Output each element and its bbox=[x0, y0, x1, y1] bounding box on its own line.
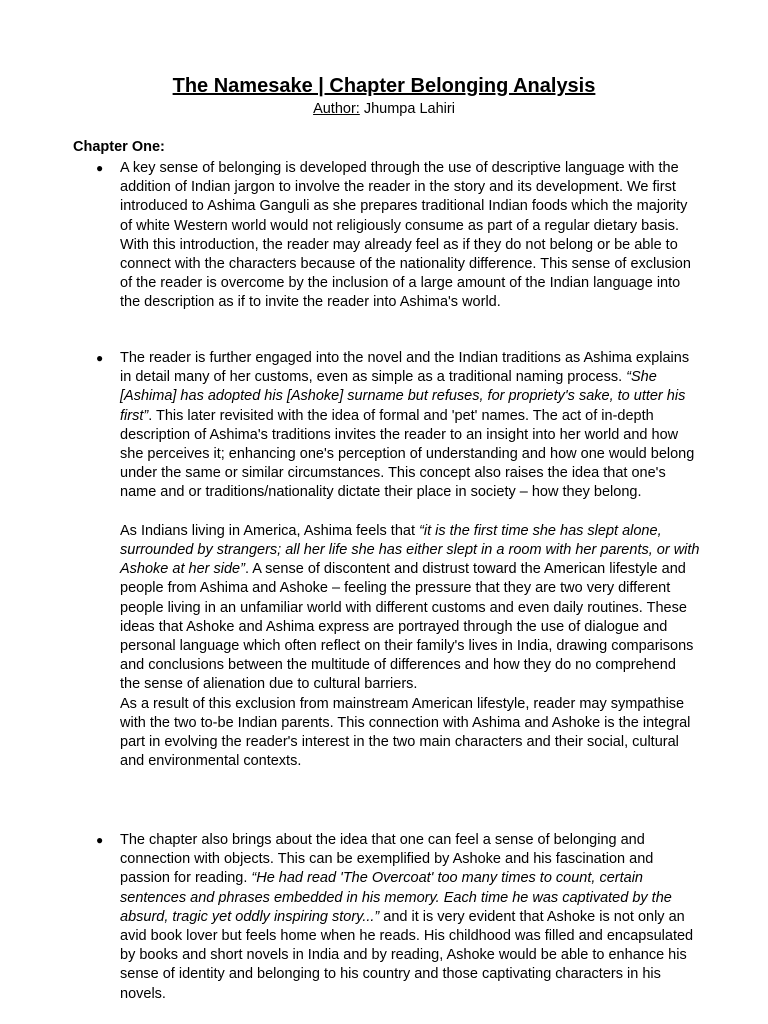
text-run: The reader is further engaged into the novel and the Indian traditions as Ashima explains in detail many of her customs, even as simple as a traditional naming process. bbox=[120, 350, 690, 386]
bullet-item-3 bbox=[96, 831, 700, 1004]
bullet-item-2 bbox=[96, 349, 700, 771]
author-name: Jhumpa Lahiri bbox=[359, 101, 455, 117]
bullet-2-paragraph-3: As a result of this exclusion from mainstream American lifestyle, reader may sympathise with the two to-be Indian parents. This connection with Ashima and Ashoke is the integral part in evolving the reader's interest in the two main characters and their social, cultural and environmental contexts. bbox=[120, 695, 691, 770]
quote-text: “She [Ashima] has adopted his [Ashoke] surname but refuses, for propriety's sake, to utter his first” bbox=[120, 369, 686, 424]
quote-text: “He had read 'The Overcoat' too many times to count, certain sentences and phrases embedded in his memory. Each time he was captivated by the absurd, tragic yet oddly inspiring story...” bbox=[120, 870, 672, 925]
chapter-heading: Chapter One: bbox=[73, 139, 165, 155]
text-run: The chapter also brings about the idea that one can feel a sense of belonging and connection with objects. This can be exemplified by Ashoke and his fascination and passion for reading. bbox=[120, 832, 654, 887]
paragraph-spacer bbox=[120, 503, 700, 522]
bullet-item-1 bbox=[96, 159, 700, 313]
quote-text: “it is the first time she has slept alone, surrounded by strangers; all her life she has either slept in a room with her parents, or with Ashoke at her side” bbox=[120, 522, 700, 578]
bullet-icon: ● bbox=[96, 833, 104, 847]
text-run: . A sense of discontent and distrust toward the American lifestyle and people from Ashima and Ashoke – feeling the pressure that they are two very different people living in an unfamiliar world with different customs and even daily routines. These ideas that Ashoke and Ashima express are portrayed through the use of dialogue and personal language which often reflect on their family's lives in India, drawing comparisons and conclusions between the multitude of differences and how they do no comprehend the sense of alienation due to cultural barriers. bbox=[120, 561, 694, 693]
bullet-3-paragraph bbox=[120, 831, 700, 1004]
text-run: As Indians living in America, Ashima feels that bbox=[120, 522, 420, 539]
author-label: Author: bbox=[313, 101, 360, 117]
bullet-1-paragraph: A key sense of belonging is developed through the use of descriptive language with the addition of Indian jargon to involve the reader in the story and its development. We first introduced to Ashima Ganguli as she prepares traditional Indian foods which the majority of white Western world would not religiously consume as part of a regular dietary basis. With this introduction, the reader may already feel as if they do not belong or be able to connect with the characters because of the nationality difference. This sense of exclusion of the reader is overcome by the inclusion of a large amount of the Indian language into the description as if to invite the reader into Ashima's world. bbox=[120, 160, 691, 311]
document-title: The Namesake | Chapter Belonging Analysis bbox=[172, 75, 596, 97]
bullet-2-paragraph-1 bbox=[120, 349, 700, 503]
bullet-icon: ● bbox=[96, 161, 104, 175]
bullet-icon: ● bbox=[96, 351, 104, 365]
bullet-2-paragraph-2 bbox=[120, 522, 700, 695]
text-run: . This later revisited with the idea of formal and 'pet' names. The act of in-depth description of Ashima's traditions invites the reader to an insight into her world and how she perceives it; enhancing one's perception of understanding and how one would belong under the same or similar circumstances. This concept also raises the idea that one's name and or traditions/nationality dictate their place in society – how they belong. bbox=[120, 407, 695, 501]
text-run: and it is very evident that Ashoke is not only an avid book lover but feels home when he reads. His childhood was filled and encapsulated by books and short novels in India and by reading, Ashoke would be able to enhance his sense of identity and belonging to his country and those captivating characters in his novels. bbox=[120, 908, 694, 1002]
author-line bbox=[0, 100, 768, 119]
